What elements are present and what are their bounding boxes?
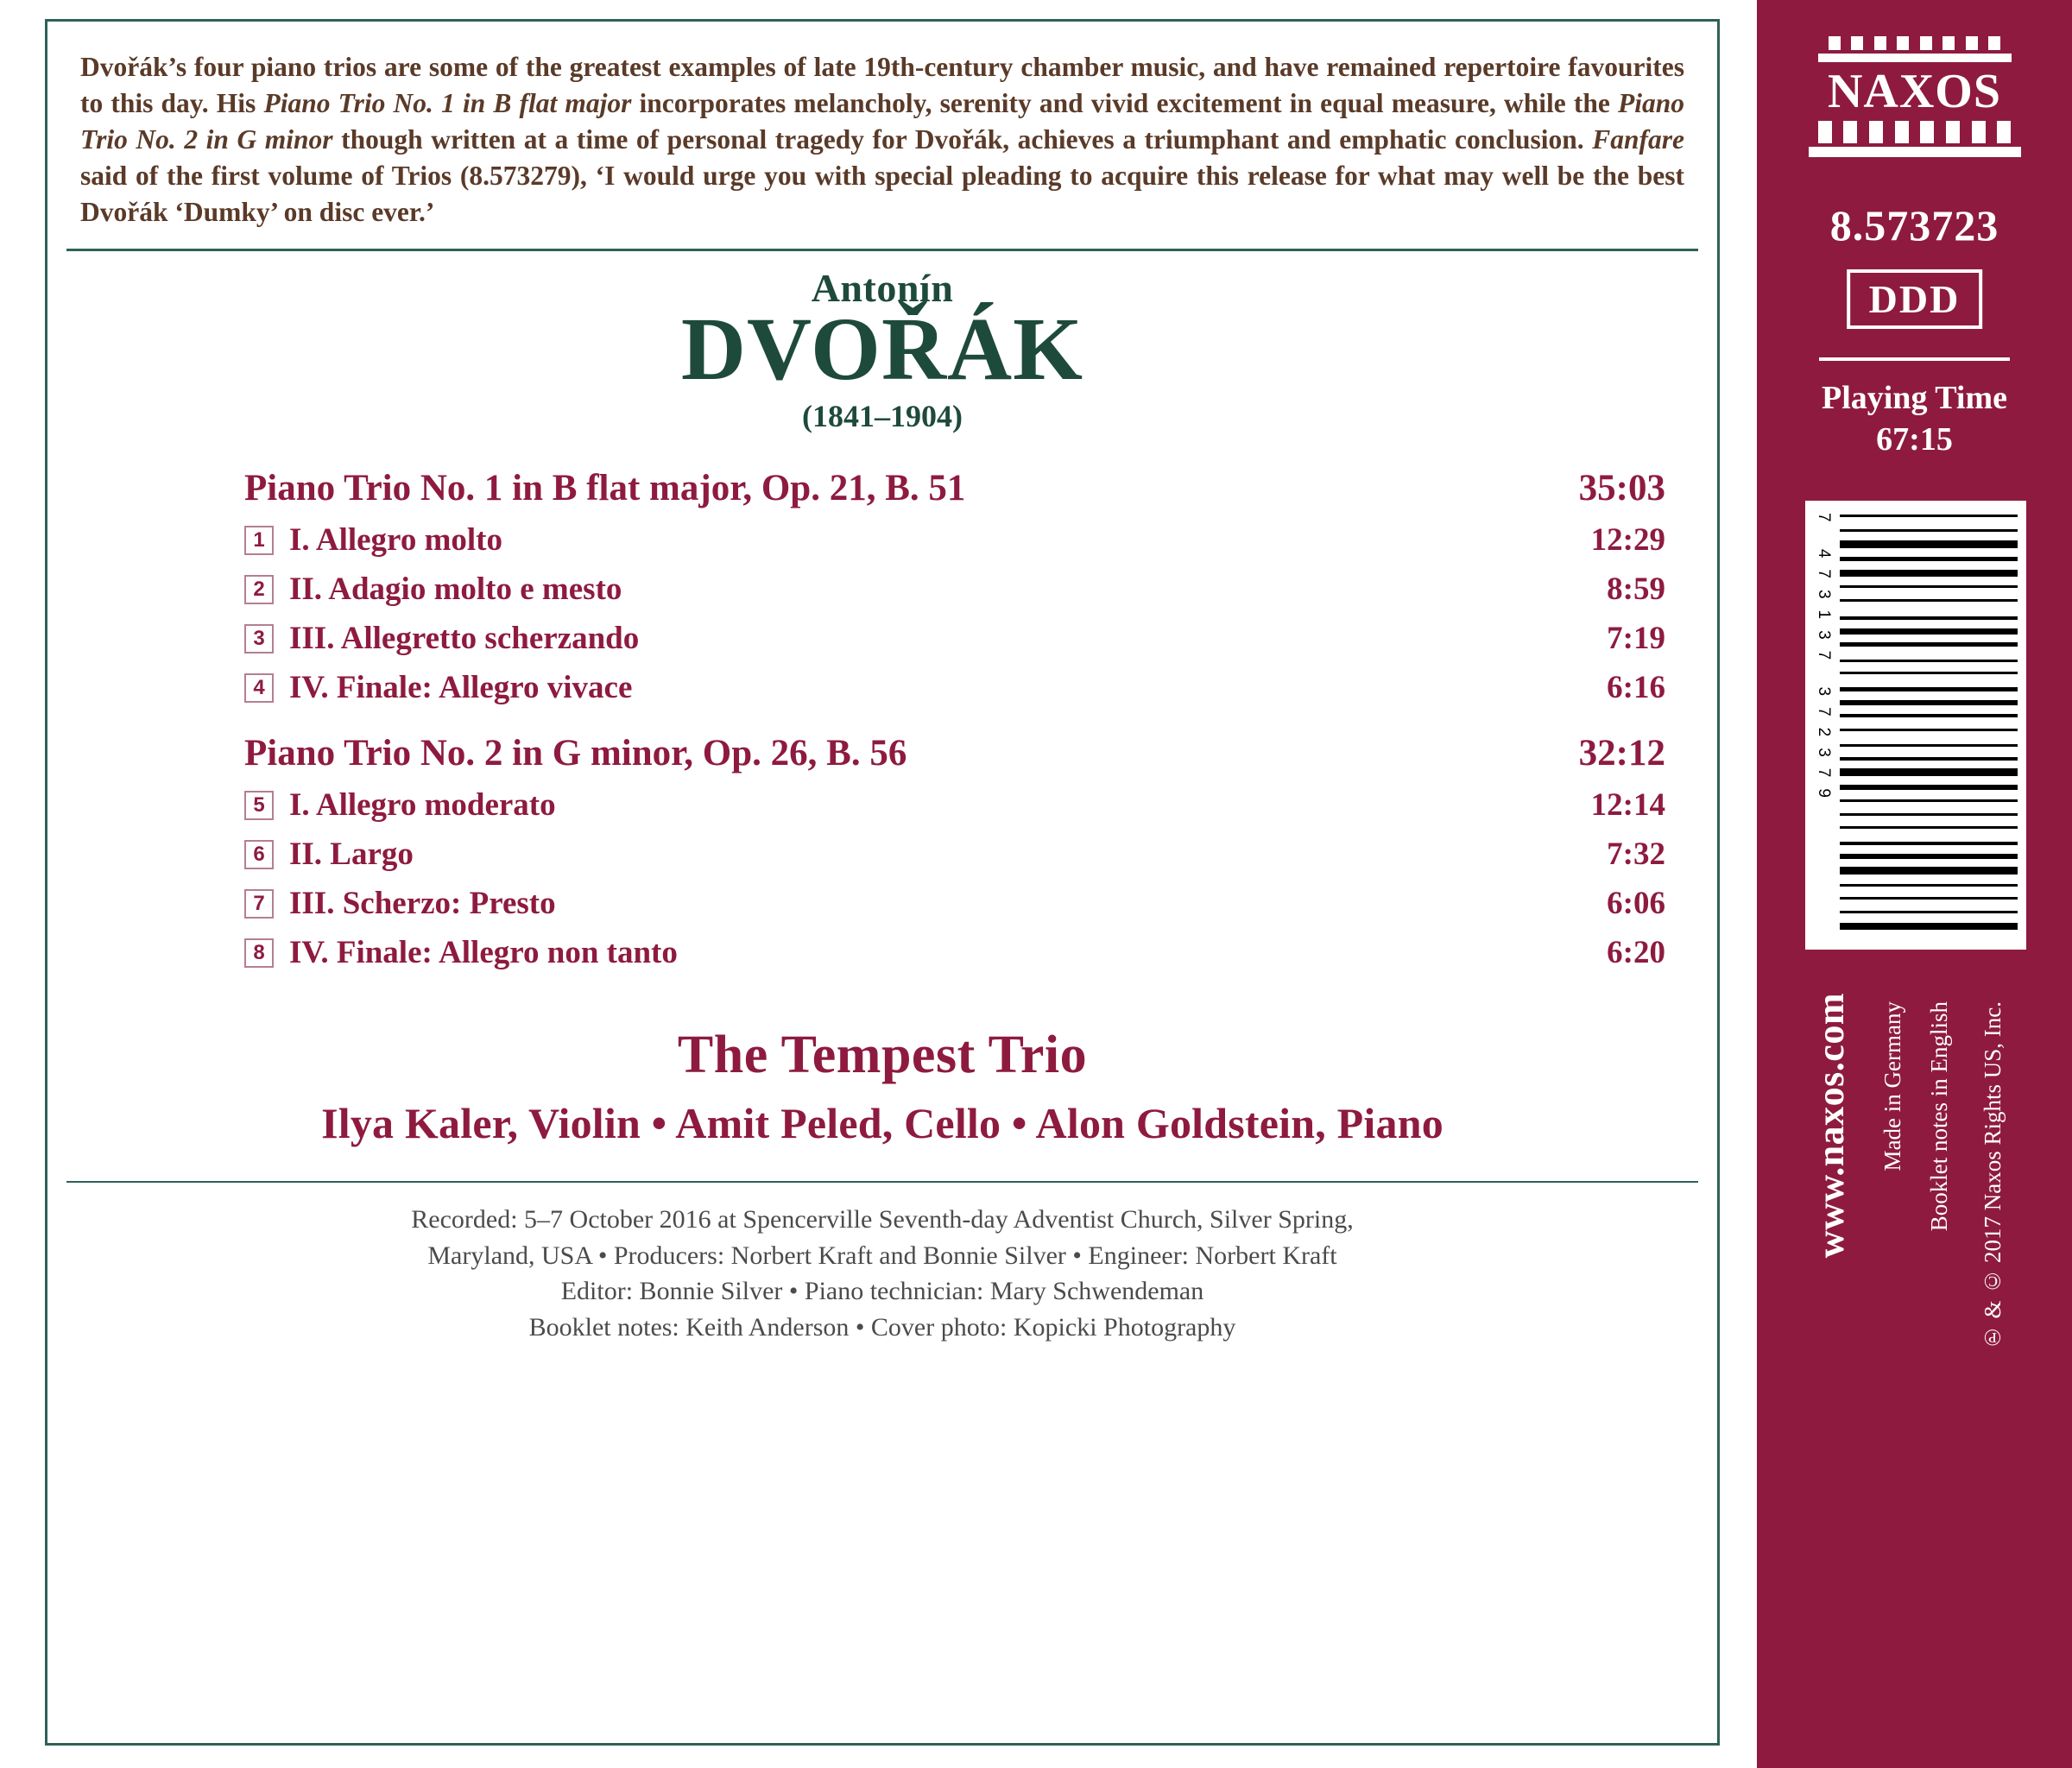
track-title: IV. Finale: Allegro vivace xyxy=(289,670,633,706)
track-row[interactable] xyxy=(244,836,1665,873)
temple-architrave-icon xyxy=(1818,54,2012,62)
barcode-bar xyxy=(1840,842,2018,845)
credits-line-2: Maryland, USA • Producers: Norbert Kraft and Bonnie Silver • Engineer: Norbert Kraft xyxy=(427,1241,1337,1270)
barcode-bar xyxy=(1840,735,2018,742)
barcode-bar xyxy=(1840,570,2018,577)
temple-top-icon xyxy=(1829,36,2001,50)
barcode-bar xyxy=(1840,520,2018,526)
work-duration: 32:12 xyxy=(1578,733,1665,774)
playing-time-block xyxy=(1757,378,2072,460)
made-in-text: Made in Germany xyxy=(1879,1001,1905,1171)
credits-line-3: Editor: Bonnie Silver • Piano technician: Mary Schwendeman xyxy=(560,1277,1204,1306)
barcode-bar xyxy=(1840,729,2018,731)
barcode-bar xyxy=(1840,672,2018,674)
track-row[interactable] xyxy=(244,620,1665,657)
barcode-bar xyxy=(1840,529,2018,532)
barcode-bar xyxy=(1840,819,2018,824)
playing-time-value: 67:15 xyxy=(1876,420,1953,458)
blurb-segment-6: said of the first volume of Trios (8.573279), ‘I would urge you with special pleading to acquire this release for what may well be the best Dvořák ‘Dumky’ on disc ever.’ xyxy=(80,160,1684,227)
barcode-bar xyxy=(1840,785,2018,790)
barcode-bar xyxy=(1840,854,2018,859)
barcode-bar xyxy=(1840,708,2018,710)
track-number: 2 xyxy=(244,575,274,604)
barcode-bar xyxy=(1840,599,2018,602)
track-row[interactable] xyxy=(244,885,1665,922)
naxos-wordmark: NAXOS xyxy=(1827,65,2002,118)
barcode-bar xyxy=(1840,826,2018,829)
composer-block xyxy=(47,251,1717,434)
track-title: II. Largo xyxy=(289,837,414,873)
barcode-bar xyxy=(1840,897,2018,900)
barcode-bar xyxy=(1840,564,2018,566)
recording-credits xyxy=(47,1183,1717,1345)
track-number: 8 xyxy=(244,938,274,968)
track-number: 7 xyxy=(244,889,274,919)
barcode-bars xyxy=(1840,515,2018,936)
barcode-digits: 7 473137 372379 xyxy=(1815,513,1833,809)
track-duration: 6:20 xyxy=(1607,935,1665,971)
track-number: 4 xyxy=(244,673,274,703)
barcode-bar xyxy=(1840,637,2018,640)
barcode-bar xyxy=(1840,579,2018,583)
barcode-bar xyxy=(1840,911,2018,913)
barcode-bar xyxy=(1840,650,2018,657)
barcode-bar xyxy=(1840,848,2018,850)
work-duration: 35:03 xyxy=(1578,468,1665,509)
barcode-bar xyxy=(1840,932,2018,935)
barcode-bar xyxy=(1840,831,2018,838)
track-row[interactable] xyxy=(244,786,1665,824)
track-number: 1 xyxy=(244,526,274,555)
track-duration: 12:29 xyxy=(1590,522,1665,559)
barcode-bar xyxy=(1840,799,2018,802)
blurb-segment-2: incorporates melancholy, serenity and vivid excitement in equal measure, while the xyxy=(631,87,1618,118)
barcode-bar xyxy=(1840,720,2018,726)
barcode-bar xyxy=(1840,591,2018,597)
barcode-bar xyxy=(1840,813,2018,816)
ddd-badge: DDD xyxy=(1847,269,1983,329)
track-duration: 8:59 xyxy=(1607,571,1665,608)
performers-block xyxy=(47,1025,1717,1148)
temple-columns-icon xyxy=(1818,121,2012,143)
barcode-bar xyxy=(1840,917,2018,920)
barcode-bar xyxy=(1840,660,2018,662)
barcode-bar xyxy=(1840,642,2018,647)
barcode-bar xyxy=(1840,902,2018,908)
barcode-bar xyxy=(1840,616,2018,620)
track-title: IV. Finale: Allegro non tanto xyxy=(289,935,678,971)
track-duration: 6:06 xyxy=(1607,886,1665,922)
track-row[interactable] xyxy=(244,669,1665,706)
spine-panel xyxy=(1757,0,2072,1768)
barcode-bar xyxy=(1840,780,2018,782)
blurb-segment-0: Dvořák’s four piano trios are some of the greatest examples of late 19th-century chamber music, and have remained repertoire favourites to this day. His xyxy=(80,52,1684,118)
barcode-bar xyxy=(1840,677,2018,685)
track-number: 3 xyxy=(244,624,274,654)
barcode-bar xyxy=(1840,878,2018,881)
track-listing xyxy=(47,467,1717,971)
track-number: 5 xyxy=(244,791,274,820)
barcode xyxy=(1805,501,2026,950)
catalog-number: 8.573723 xyxy=(1829,201,1999,249)
barcode-bar xyxy=(1840,534,2018,538)
track-row[interactable] xyxy=(244,521,1665,559)
barcode-bar xyxy=(1840,923,2018,930)
barcode-bar xyxy=(1840,628,2018,635)
track-number: 6 xyxy=(244,840,274,869)
credits-line-1: Recorded: 5–7 October 2016 at Spencerville Seventh-day Adventist Church, Silver Spring, xyxy=(411,1205,1354,1234)
track-title: III. Scherzo: Presto xyxy=(289,886,556,922)
track-row[interactable] xyxy=(244,934,1665,971)
composer-dates: (1841–1904) xyxy=(802,399,963,434)
track-duration: 7:32 xyxy=(1607,837,1665,873)
blurb-segment-3: Piano Trio No. 2 in G minor xyxy=(80,87,1684,155)
playing-time-label: Playing Time xyxy=(1821,380,2007,416)
spine-divider xyxy=(1819,357,2010,361)
work-title: Piano Trio No. 1 in B flat major, Op. 21, B. 51 xyxy=(244,468,966,509)
barcode-bar xyxy=(1840,714,2018,717)
barcode-bar xyxy=(1840,557,2018,561)
track-title: II. Adagio molto e mesto xyxy=(289,571,622,608)
barcode-bar xyxy=(1840,884,2018,887)
credits-line-4: Booklet notes: Keith Anderson • Cover photo: Kopicki Photography xyxy=(528,1312,1236,1342)
album-description xyxy=(47,22,1717,249)
barcode-bar xyxy=(1840,768,2018,776)
track-title: I. Allegro moderato xyxy=(289,787,556,824)
work-title: Piano Trio No. 2 in G minor, Op. 26, B. 56 xyxy=(244,733,907,774)
barcode-bar xyxy=(1840,604,2018,613)
composer-first-name: Antonín xyxy=(811,266,954,311)
barcode-bar xyxy=(1840,805,2018,811)
barcode-bar xyxy=(1840,792,2018,796)
barcode-bar xyxy=(1840,862,2018,864)
work-header xyxy=(244,732,1665,774)
blurb-segment-5: Fanfare xyxy=(1592,123,1684,155)
track-title: I. Allegro molto xyxy=(289,522,502,559)
barcode-bar xyxy=(1840,889,2018,893)
track-duration: 6:16 xyxy=(1607,670,1665,706)
barcode-bar xyxy=(1840,757,2018,761)
bordered-content-area xyxy=(45,19,1720,1746)
barcode-bar xyxy=(1840,585,2018,588)
barcode-bar xyxy=(1840,687,2018,691)
barcode-bar xyxy=(1840,749,2018,754)
barcode-bar xyxy=(1840,552,2018,554)
barcode-bar xyxy=(1840,540,2018,548)
composer-last-name: DVOŘÁK xyxy=(680,300,1084,400)
booklet-language-text: Booklet notes in English xyxy=(1926,1001,1952,1232)
blurb-segment-4: though written at a time of personal tragedy for Dvořák, achieves a triumphant and emphatic conclusion. xyxy=(332,123,1593,155)
website-url[interactable]: www.naxos.com xyxy=(1810,993,1852,1259)
track-row[interactable] xyxy=(244,571,1665,608)
track-duration: 7:19 xyxy=(1607,621,1665,657)
barcode-bar xyxy=(1840,867,2018,875)
barcode-bar xyxy=(1840,744,2018,747)
barcode-bar xyxy=(1840,763,2018,766)
ensemble-name: The Tempest Trio xyxy=(677,1026,1088,1085)
barcode-bar xyxy=(1840,700,2018,705)
track-duration: 12:14 xyxy=(1590,787,1665,824)
work-header xyxy=(244,467,1665,509)
naxos-logo xyxy=(1757,36,2072,157)
barcode-bar xyxy=(1840,665,2018,668)
barcode-bar xyxy=(1840,515,2018,517)
performer-names: Ilya Kaler, Violin • Amit Peled, Cello • Alon Goldstein, Piano xyxy=(321,1099,1443,1148)
temple-base-icon xyxy=(1809,147,2021,157)
copyright-text: ℗ & © 2017 Naxos Rights US, Inc. xyxy=(1980,1001,2006,1351)
barcode-bar xyxy=(1840,622,2018,625)
barcode-bar xyxy=(1840,695,2018,698)
blurb-segment-1: Piano Trio No. 1 in B flat major xyxy=(263,87,632,118)
track-title: III. Allegretto scherzando xyxy=(289,621,640,657)
